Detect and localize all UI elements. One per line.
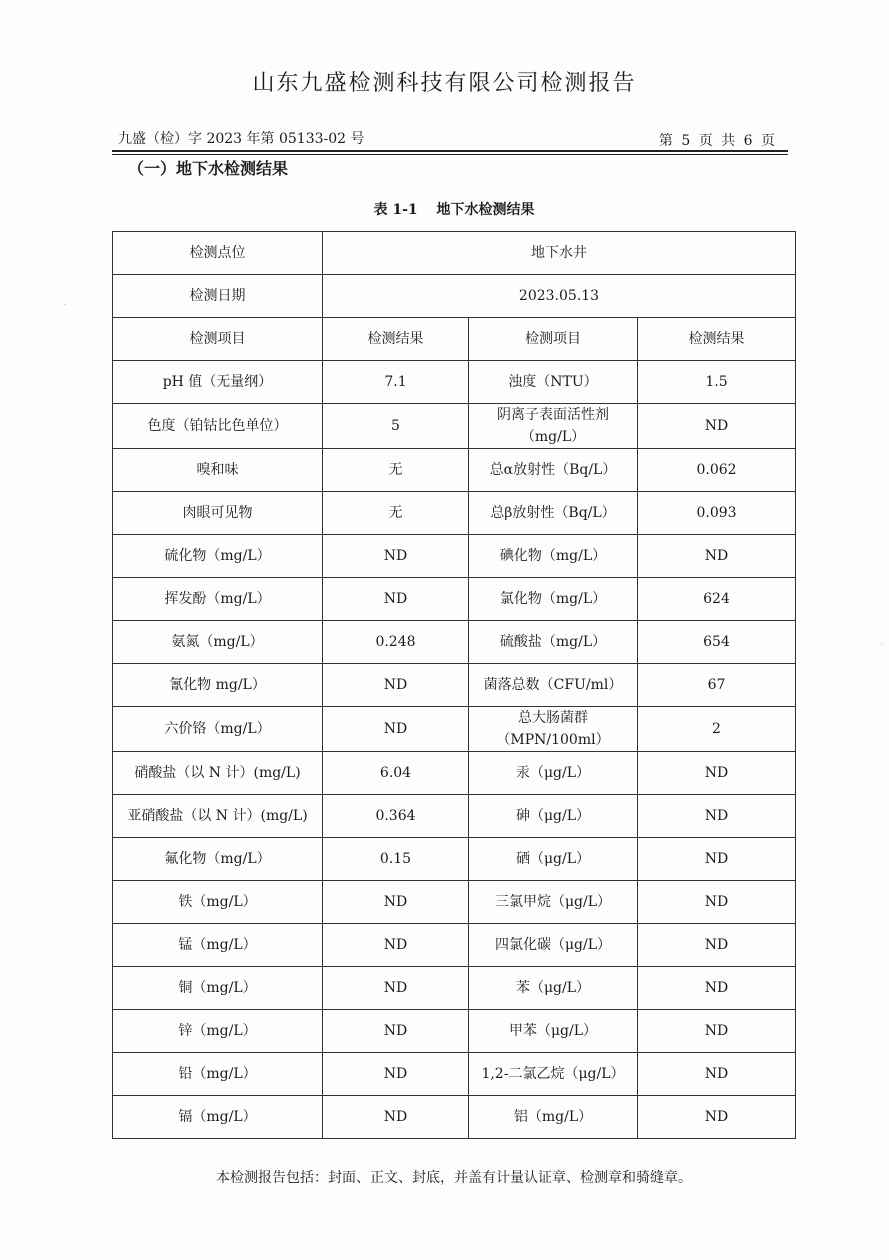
- point-value-cell: 地下水井: [323, 232, 796, 275]
- item-name-cell: 总α放射性（Bq/L）: [469, 449, 638, 492]
- item-name-cell: 六价铬（mg/L）: [113, 707, 323, 752]
- item-name-cell: 总大肠菌群 （MPN/100ml）: [469, 707, 638, 752]
- header-rule-thick: [112, 150, 788, 152]
- table-row: [113, 361, 796, 404]
- table-row: [113, 492, 796, 535]
- item-result-cell: ND: [323, 924, 469, 967]
- point-label-cell: 检测点位: [113, 232, 323, 275]
- table-row: [113, 881, 796, 924]
- item-name-cell: 氯化物（mg/L）: [469, 578, 638, 621]
- item-result-cell: 0.062: [638, 449, 796, 492]
- item-result-cell: 0.248: [323, 621, 469, 664]
- date-label-cell: 检测日期: [113, 275, 323, 318]
- item-name-cell: 苯（μg/L）: [469, 967, 638, 1010]
- header-cell: 检测项目: [113, 318, 323, 361]
- table-row: [113, 838, 796, 881]
- item-result-cell: 2: [638, 707, 796, 752]
- header-cell: 检测结果: [323, 318, 469, 361]
- table-caption-number: 表 1-1: [373, 202, 418, 218]
- item-name-cell: 碘化物（mg/L）: [469, 535, 638, 578]
- item-result-cell: 5: [323, 404, 469, 449]
- item-name-cell: 色度（铂钴比色单位）: [113, 404, 323, 449]
- item-name-cell: 镉（mg/L）: [113, 1096, 323, 1139]
- item-name-cell: 铅（mg/L）: [113, 1053, 323, 1096]
- item-name-cell: 嗅和味: [113, 449, 323, 492]
- table-row: [113, 924, 796, 967]
- item-name-cell: 硝酸盐（以 N 计）(mg/L): [113, 752, 323, 795]
- item-result-cell: 6.04: [323, 752, 469, 795]
- item-name-cell: 氨氮（mg/L）: [113, 621, 323, 664]
- item-result-cell: 0.364: [323, 795, 469, 838]
- header-cell: 检测结果: [638, 318, 796, 361]
- results-table: [112, 231, 796, 1139]
- item-result-cell: ND: [638, 924, 796, 967]
- item-result-cell: 无: [323, 492, 469, 535]
- item-result-cell: ND: [638, 1053, 796, 1096]
- item-name-cell: 阴离子表面活性剂 （mg/L）: [469, 404, 638, 449]
- item-name-cell: 总β放射性（Bq/L）: [469, 492, 638, 535]
- table-row: [113, 795, 796, 838]
- report-number: 九盛（检）字 2023 年第 05133-02 号: [118, 131, 365, 147]
- item-result-cell: ND: [638, 535, 796, 578]
- table-row: [113, 752, 796, 795]
- item-result-cell: ND: [638, 752, 796, 795]
- page-indicator: 第 5 页 共 6 页: [658, 133, 777, 149]
- item-result-cell: ND: [323, 967, 469, 1010]
- item-result-cell: ND: [323, 535, 469, 578]
- item-result-cell: 67: [638, 664, 796, 707]
- section-heading: （一）地下水检测结果: [128, 159, 289, 178]
- item-name-cell: 砷（μg/L）: [469, 795, 638, 838]
- item-name-cell: 四氯化碳（μg/L）: [469, 924, 638, 967]
- item-result-cell: 624: [638, 578, 796, 621]
- item-result-cell: ND: [638, 795, 796, 838]
- item-result-cell: ND: [323, 578, 469, 621]
- item-result-cell: ND: [638, 404, 796, 449]
- table-row: [113, 1010, 796, 1053]
- item-result-cell: 0.15: [323, 838, 469, 881]
- item-result-cell: 无: [323, 449, 469, 492]
- scan-speck: ·: [880, 640, 884, 651]
- item-result-cell: ND: [638, 1096, 796, 1139]
- item-name-cell: 挥发酚（mg/L）: [113, 578, 323, 621]
- item-result-cell: 654: [638, 621, 796, 664]
- table-row: [113, 621, 796, 664]
- item-name-cell: 氰化物 mg/L）: [113, 664, 323, 707]
- item-result-cell: ND: [323, 1053, 469, 1096]
- table-row: [113, 578, 796, 621]
- item-name-cell: 铁（mg/L）: [113, 881, 323, 924]
- scan-speck: ·: [63, 300, 67, 311]
- item-result-cell: 1.5: [638, 361, 796, 404]
- item-name-cell: 浊度（NTU）: [469, 361, 638, 404]
- item-name-cell: 铝（mg/L）: [469, 1096, 638, 1139]
- date-row: [113, 275, 796, 318]
- item-name-cell: 硫化物（mg/L）: [113, 535, 323, 578]
- item-result-cell: 7.1: [323, 361, 469, 404]
- header-cell: 检测项目: [469, 318, 638, 361]
- item-name-cell: 1,2-二氯乙烷（μg/L）: [469, 1053, 638, 1096]
- item-name-cell: pH 值（无量纲）: [113, 361, 323, 404]
- item-name-cell: 肉眼可见物: [113, 492, 323, 535]
- company-report-title: 山东九盛检测科技有限公司检测报告: [252, 71, 637, 96]
- item-result-cell: ND: [323, 664, 469, 707]
- table-caption-title: 地下水检测结果: [436, 202, 535, 218]
- item-result-cell: ND: [323, 1010, 469, 1053]
- table-row: [113, 707, 796, 752]
- table-caption: [0, 199, 889, 219]
- date-value-cell: 2023.05.13: [323, 275, 796, 318]
- item-name-cell: 汞（μg/L）: [469, 752, 638, 795]
- table-row: [113, 1096, 796, 1139]
- footer-note: 本检测报告包括：封面、正文、封底，并盖有计量认证章、检测章和骑缝章。: [216, 1170, 692, 1186]
- item-result-cell: ND: [638, 1010, 796, 1053]
- item-name-cell: 菌落总数（CFU/ml）: [469, 664, 638, 707]
- item-result-cell: ND: [323, 881, 469, 924]
- item-result-cell: ND: [323, 707, 469, 752]
- table-row: [113, 449, 796, 492]
- header-rule-thin: [112, 154, 788, 155]
- point-row: [113, 232, 796, 275]
- table-row: [113, 664, 796, 707]
- item-name-cell: 亚硝酸盐（以 N 计）(mg/L): [113, 795, 323, 838]
- table-row: [113, 967, 796, 1010]
- item-result-cell: ND: [638, 838, 796, 881]
- item-name-cell: 硒（μg/L）: [469, 838, 638, 881]
- item-name-cell: 甲苯（μg/L）: [469, 1010, 638, 1053]
- header-row: [113, 318, 796, 361]
- item-result-cell: ND: [638, 881, 796, 924]
- table-row: [113, 1053, 796, 1096]
- item-result-cell: ND: [638, 967, 796, 1010]
- item-name-cell: 锌（mg/L）: [113, 1010, 323, 1053]
- item-result-cell: 0.093: [638, 492, 796, 535]
- item-name-cell: 锰（mg/L）: [113, 924, 323, 967]
- table-row: [113, 535, 796, 578]
- item-result-cell: ND: [323, 1096, 469, 1139]
- item-name-cell: 氟化物（mg/L）: [113, 838, 323, 881]
- item-name-cell: 铜（mg/L）: [113, 967, 323, 1010]
- item-name-cell: 硫酸盐（mg/L）: [469, 621, 638, 664]
- item-name-cell: 三氯甲烷（μg/L）: [469, 881, 638, 924]
- table-row: [113, 404, 796, 449]
